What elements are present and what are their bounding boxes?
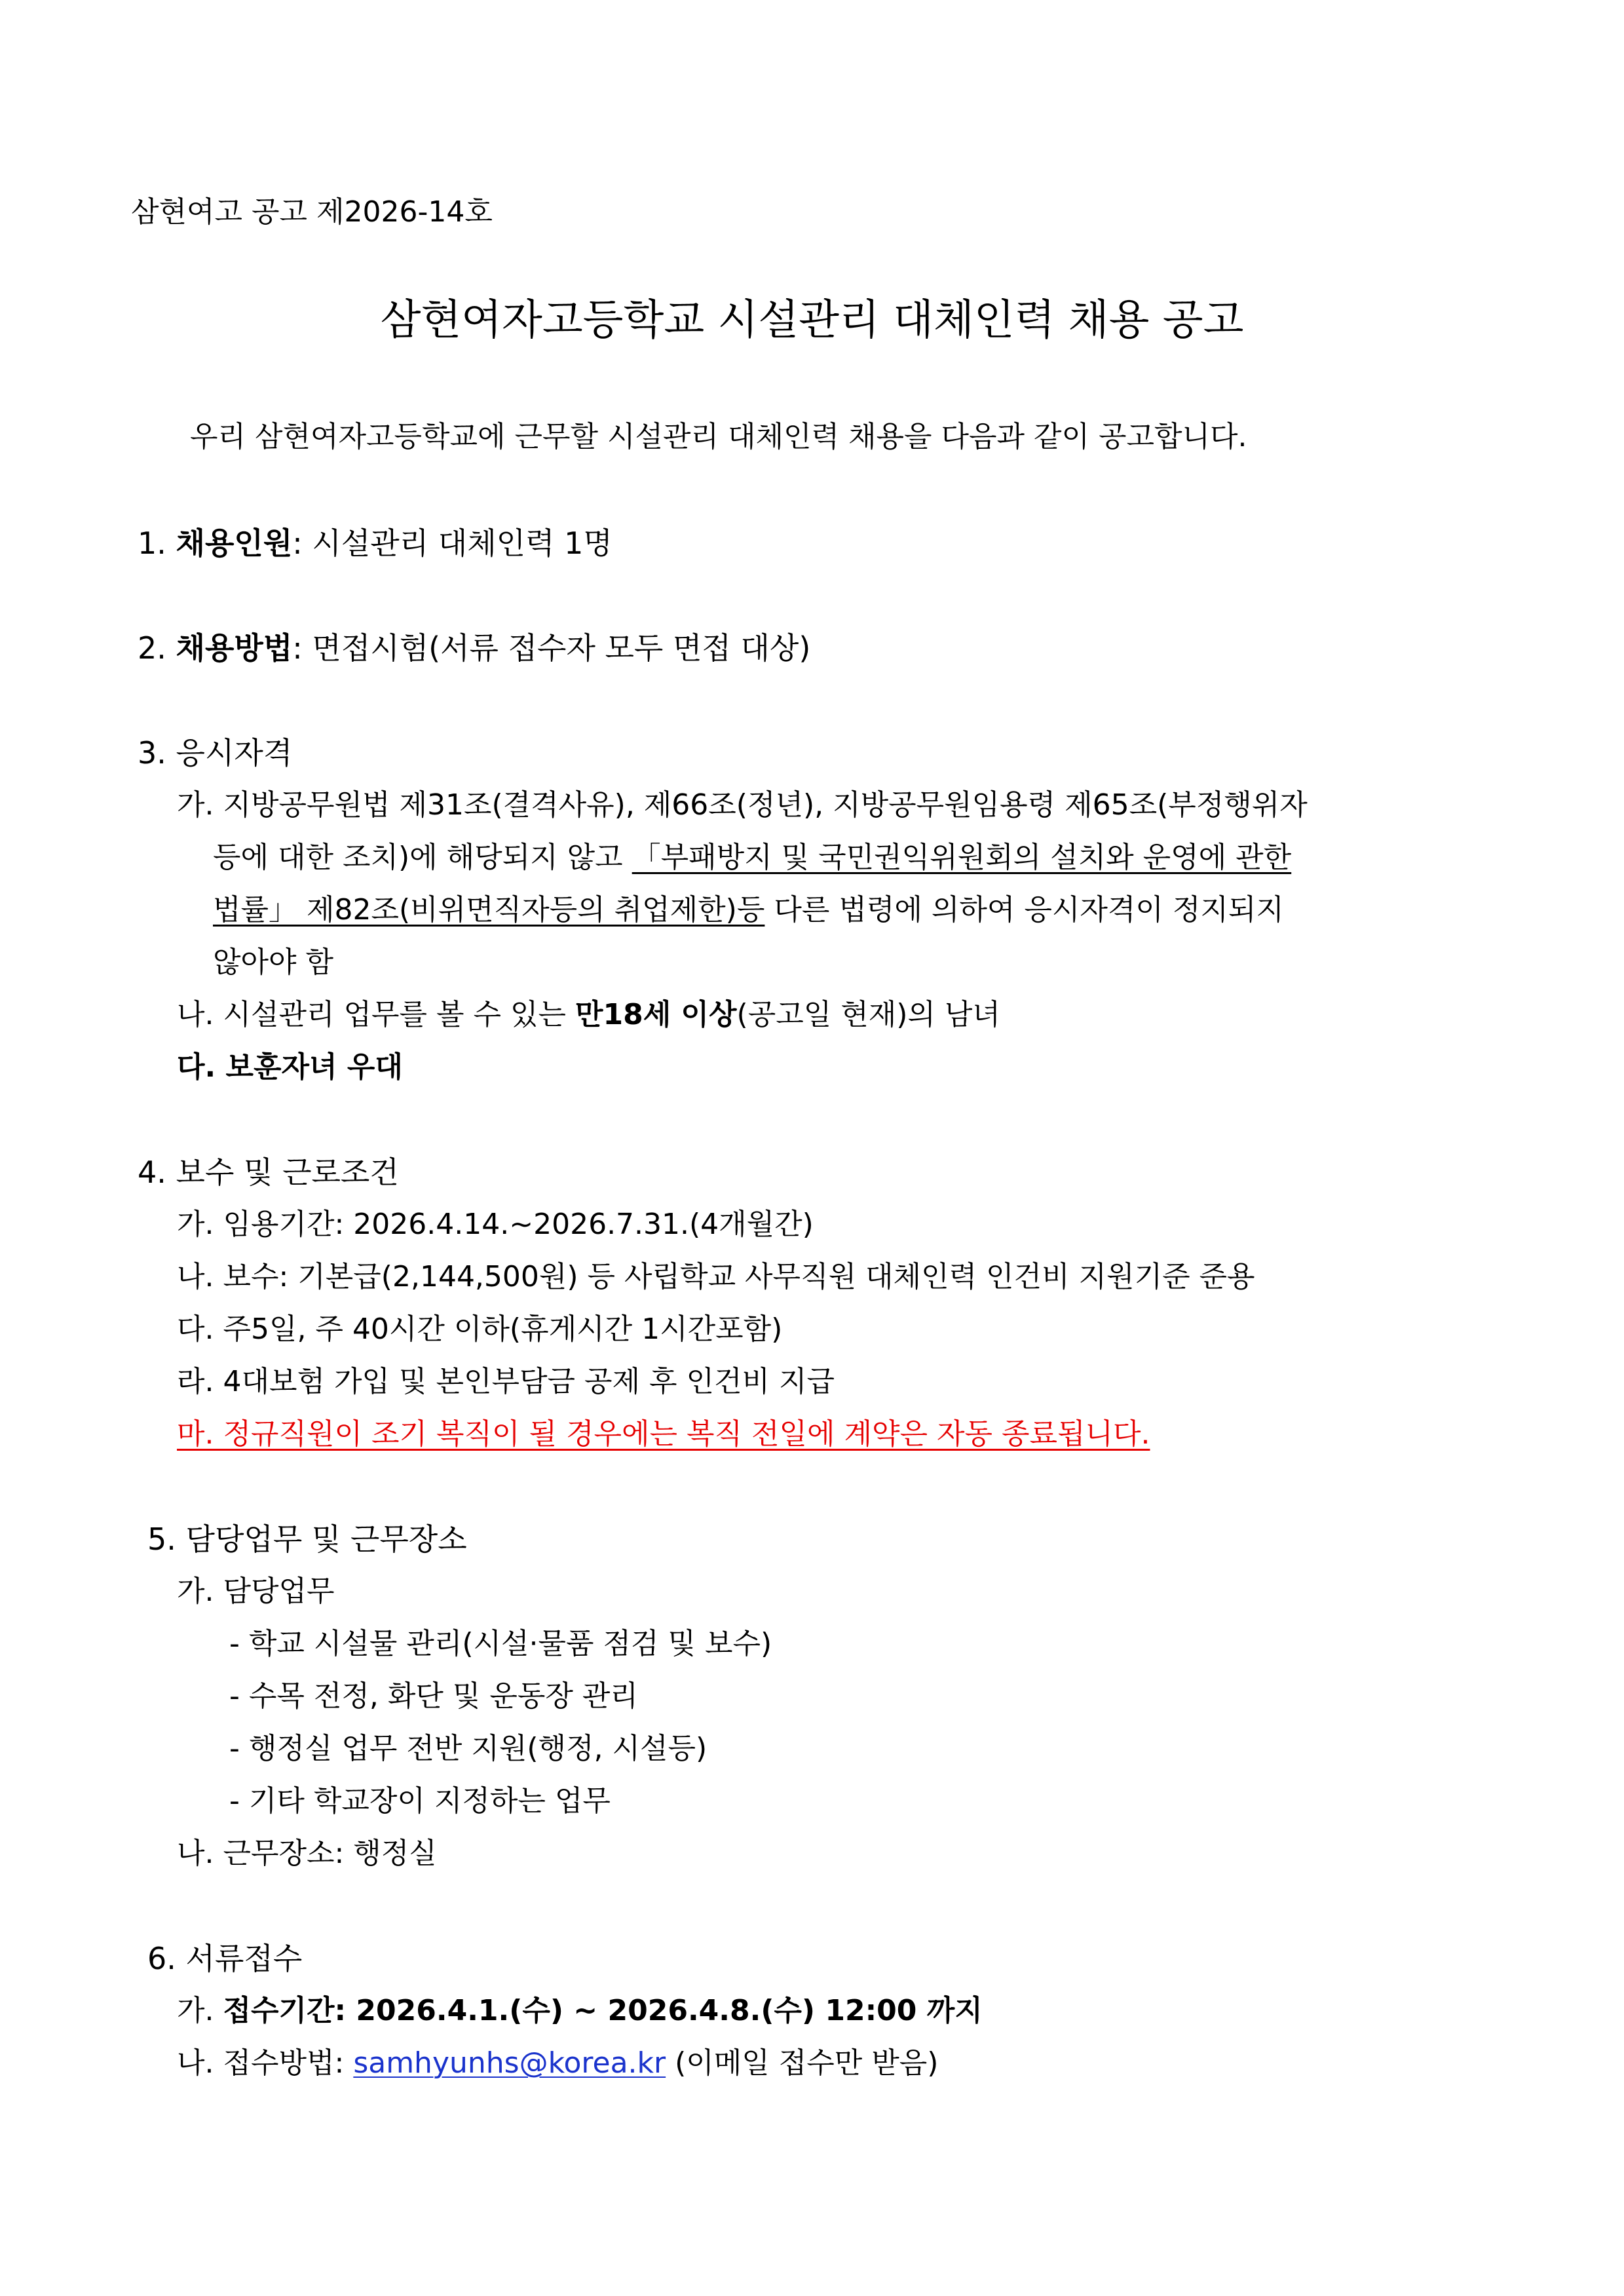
section-4-heading: 4. 보수 및 근로조건	[138, 1155, 399, 1190]
section-3-item-da: 다. 보훈자녀 우대	[177, 1050, 403, 1084]
section-5-item-ga: 가. 담당업무	[177, 1575, 335, 1608]
section-6-heading: 6. 서류접수	[147, 1941, 303, 1976]
application-period: 접수기간: 2026.4.1.(수) ~ 2026.4.8.(수) 12:00 까지	[223, 1994, 983, 2027]
text-segment: 다른 법령에 의하여 응시자격이 정지되지	[765, 893, 1284, 927]
section-4-item-da: 다. 주5일, 주 40시간 이하(휴게시간 1시간포함)	[177, 1312, 783, 1346]
page-title: 삼현여자고등학교 시설관리 대체인력 채용 공고	[380, 296, 1244, 345]
section-6-item-ga	[177, 1992, 983, 2029]
section-label: 채용방법	[176, 630, 293, 666]
section-value: : 시설관리 대체인력 1명	[292, 526, 613, 561]
duty-list-item: - 기타 학교장이 지정하는 업무	[229, 1784, 611, 1818]
text-segment: 등에 대한 조치)에 해당되지 않고	[213, 841, 632, 874]
section-value: : 면접시험(서류 접수자 모두 면접 대상)	[292, 630, 811, 666]
text-segment: (이메일 접수만 받음)	[666, 2046, 939, 2080]
notice-number: 삼현여고 공고 제2026-14호	[131, 195, 493, 229]
text-segment: (공고일 현재)의 남녀	[736, 998, 1000, 1031]
section-6-item-na	[177, 2044, 938, 2082]
section-4-item-ga: 가. 임용기간: 2026.4.14.~2026.7.31.(4개월간)	[177, 1208, 814, 1241]
section-3-item-na	[177, 996, 1000, 1033]
section-2-recruitment-method	[138, 629, 810, 668]
section-3-heading: 3. 응시자격	[138, 735, 293, 771]
section-5-heading: 5. 담당업무 및 근무장소	[147, 1521, 467, 1557]
duty-list-item: - 행정실 업무 전반 지원(행정, 시설등)	[229, 1732, 708, 1765]
section-3-item-ga-line3	[213, 891, 1284, 928]
law-reference-underlined: 「부패방지 및 국민권익위원회의 설치와 운영에 관한	[632, 841, 1292, 874]
section-4-item-ra: 라. 4대보험 가입 및 본인부담금 공제 후 인건비 지급	[177, 1365, 835, 1398]
age-requirement: 만18세 이상	[575, 998, 737, 1031]
duty-list-item: - 수목 전정, 화단 및 운동장 관리	[229, 1679, 638, 1713]
section-label: 채용인원	[176, 526, 293, 561]
section-4-item-ma-warning: 마. 정규직원이 조기 복직이 될 경우에는 복직 전일에 계약은 자동 종료됩니다.	[177, 1417, 1150, 1451]
intro-paragraph: 우리 삼현여자고등학교에 근무할 시설관리 대체인력 채용을 다음과 같이 공고합니다.	[190, 420, 1247, 453]
section-number: 2.	[138, 630, 176, 666]
section-5-item-na: 나. 근무장소: 행정실	[177, 1837, 437, 1870]
item-marker: 가.	[177, 1994, 223, 2027]
text-segment: 나. 시설관리 업무를 볼 수 있는	[177, 998, 575, 1031]
section-number: 1.	[138, 526, 176, 561]
law-reference-underlined: 법률」 제82조(비위면직자등의 취업제한)등	[213, 893, 765, 927]
email-link[interactable]: samhyunhs@korea.kr	[353, 2046, 666, 2080]
section-1-recruitment-count	[138, 524, 613, 564]
section-4-item-na: 나. 보수: 기본급(2,144,500원) 등 사립학교 사무직원 대체인력 인건비 지원기준 준용	[177, 1260, 1255, 1293]
section-3-item-ga-line4: 않아야 함	[213, 946, 334, 979]
text-segment: 나. 접수방법:	[177, 2046, 354, 2080]
section-3-item-ga-line2	[213, 839, 1291, 876]
duty-list-item: - 학교 시설물 관리(시설·물품 점검 및 보수)	[229, 1627, 772, 1660]
section-3-item-ga-line1: 가. 지방공무원법 제31조(결격사유), 제66조(정년), 지방공무원임용령 제65조(부정행위자	[177, 788, 1308, 822]
